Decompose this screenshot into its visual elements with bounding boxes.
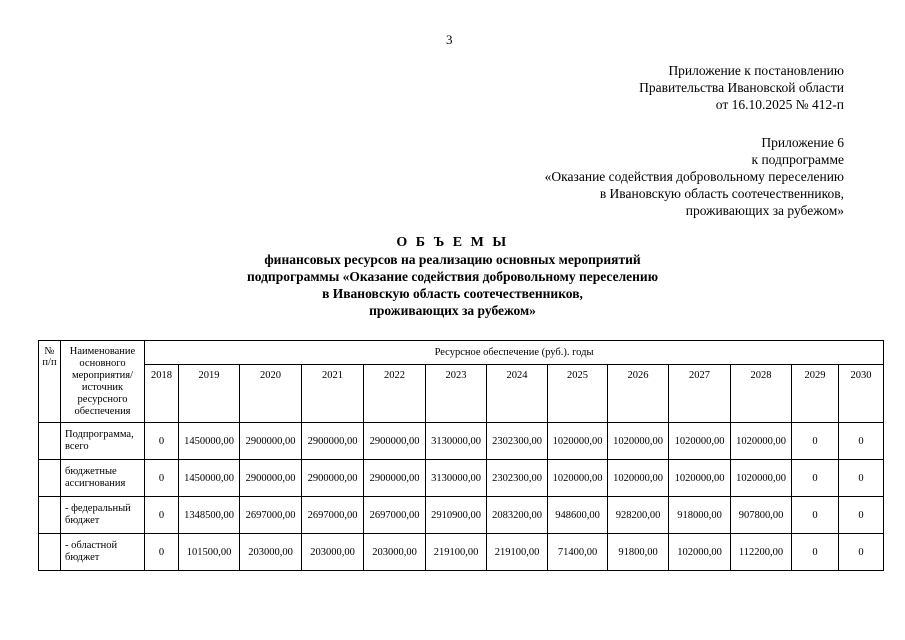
value-cell: 0 (145, 460, 179, 497)
value-cell: 2900000,00 (240, 423, 302, 460)
appendix-line-5: проживающих за рубежом» (685, 203, 844, 218)
page-number: 3 (446, 32, 453, 47)
value-cell: 1450000,00 (179, 423, 240, 460)
year-header: 2018 (145, 365, 179, 423)
title-line-4: проживающих за рубежом» (369, 303, 536, 318)
value-cell: 1020000,00 (548, 423, 608, 460)
header-resources: Ресурсное обеспечение (руб.). годы (145, 341, 884, 365)
table-row (39, 497, 884, 534)
row-number (39, 460, 61, 497)
value-cell: 1020000,00 (669, 460, 731, 497)
appendix-line-2: к подпрограмме (751, 152, 844, 167)
value-cell: 203000,00 (302, 534, 364, 571)
value-cell: 101500,00 (179, 534, 240, 571)
value-cell: 1348500,00 (179, 497, 240, 534)
value-cell: 2083200,00 (487, 497, 548, 534)
row-number (39, 497, 61, 534)
year-header: 2023 (426, 365, 487, 423)
value-cell: 112200,00 (731, 534, 792, 571)
year-header: 2020 (240, 365, 302, 423)
value-cell: 1020000,00 (548, 460, 608, 497)
row-name: бюджетные ассигнования (61, 460, 145, 497)
value-cell: 219100,00 (487, 534, 548, 571)
value-cell: 0 (792, 497, 839, 534)
value-cell: 918000,00 (669, 497, 731, 534)
appendix-line-4: в Ивановскую область соотечественников, (599, 186, 844, 201)
row-name: - федеральный бюджет (61, 497, 145, 534)
value-cell: 0 (145, 423, 179, 460)
value-cell: 2900000,00 (364, 423, 426, 460)
value-cell: 102000,00 (669, 534, 731, 571)
value-cell: 0 (792, 534, 839, 571)
value-cell: 2697000,00 (364, 497, 426, 534)
title-line-2: подпрограммы «Оказание содействия добровольному переселению (246, 269, 659, 284)
value-cell: 0 (792, 460, 839, 497)
year-header: 2019 (179, 365, 240, 423)
year-header: 2026 (608, 365, 669, 423)
title-line-1: финансовых ресурсов на реализацию основных мероприятий (264, 252, 641, 267)
approval-line-1: Приложение к постановлению (668, 63, 844, 78)
header-number: № п/п (39, 341, 61, 423)
table-row (39, 534, 884, 571)
value-cell: 1020000,00 (731, 423, 792, 460)
value-cell: 2900000,00 (240, 460, 302, 497)
title-line-3: в Ивановскую область соотечественников, (322, 286, 583, 301)
year-header: 2022 (364, 365, 426, 423)
table-row (39, 423, 884, 460)
approval-line-2: Правительства Ивановской области (639, 80, 844, 95)
value-cell: 2697000,00 (302, 497, 364, 534)
row-name: - областной бюджет (61, 534, 145, 571)
document-title (0, 234, 905, 319)
value-cell: 0 (839, 497, 884, 534)
year-header: 2024 (487, 365, 548, 423)
value-cell: 203000,00 (364, 534, 426, 571)
value-cell: 2910900,00 (426, 497, 487, 534)
value-cell: 1020000,00 (669, 423, 731, 460)
year-header: 2029 (792, 365, 839, 423)
value-cell: 0 (839, 423, 884, 460)
financial-table (38, 340, 884, 571)
value-cell: 1020000,00 (731, 460, 792, 497)
row-number (39, 423, 61, 460)
approval-line-3: от 16.10.2025 № 412-п (715, 97, 844, 112)
row-name: Подпрограмма, всего (61, 423, 145, 460)
value-cell: 2900000,00 (364, 460, 426, 497)
value-cell: 3130000,00 (426, 423, 487, 460)
header-name: Наименование основного мероприятия/ источник ресурсного обеспечения (61, 341, 145, 423)
value-cell: 203000,00 (240, 534, 302, 571)
value-cell: 71400,00 (548, 534, 608, 571)
value-cell: 0 (145, 534, 179, 571)
value-cell: 0 (792, 423, 839, 460)
year-header: 2028 (731, 365, 792, 423)
value-cell: 2900000,00 (302, 423, 364, 460)
value-cell: 3130000,00 (426, 460, 487, 497)
value-cell: 907800,00 (731, 497, 792, 534)
value-cell: 91800,00 (608, 534, 669, 571)
value-cell: 2697000,00 (240, 497, 302, 534)
value-cell: 1450000,00 (179, 460, 240, 497)
appendix-line-1: Приложение 6 (761, 135, 844, 150)
value-cell: 0 (145, 497, 179, 534)
year-header: 2030 (839, 365, 884, 423)
value-cell: 948600,00 (548, 497, 608, 534)
table-body (39, 423, 884, 571)
value-cell: 0 (839, 460, 884, 497)
year-header: 2025 (548, 365, 608, 423)
value-cell: 928200,00 (608, 497, 669, 534)
title-heading: О Б Ъ Е М Ы (396, 235, 509, 250)
table-row (39, 460, 884, 497)
value-cell: 0 (839, 534, 884, 571)
value-cell: 1020000,00 (608, 423, 669, 460)
value-cell: 2302300,00 (487, 423, 548, 460)
value-cell: 2900000,00 (302, 460, 364, 497)
year-header: 2021 (302, 365, 364, 423)
row-number (39, 534, 61, 571)
appendix-note (444, 134, 844, 219)
appendix-line-3: «Оказание содействия добровольному переселению (544, 169, 844, 184)
year-header-row (39, 365, 884, 423)
value-cell: 219100,00 (426, 534, 487, 571)
value-cell: 1020000,00 (608, 460, 669, 497)
year-header: 2027 (669, 365, 731, 423)
value-cell: 2302300,00 (487, 460, 548, 497)
approval-note (544, 62, 844, 113)
